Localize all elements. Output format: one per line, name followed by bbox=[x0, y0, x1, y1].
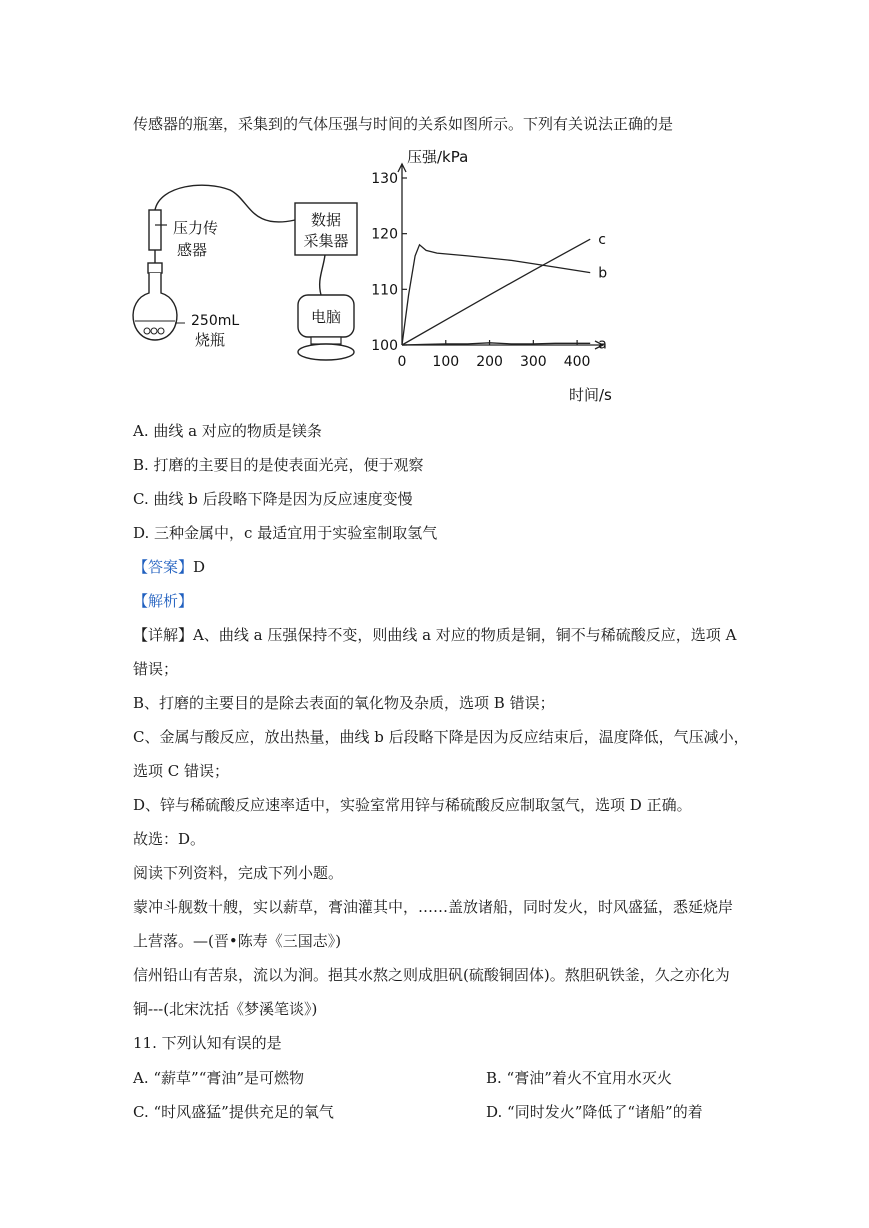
series-c-label: c bbox=[598, 232, 606, 249]
sensor-cable bbox=[155, 185, 295, 222]
detail-label: 【详解】 bbox=[133, 626, 194, 644]
reading-passage-2a: 信州铅山有苦泉，流以为涧。挹其水熬之则成胆矾(硫酸铜固体)。熬胆矾铁釜，久之亦化为 bbox=[133, 966, 730, 984]
analysis-label-text: 【解析】 bbox=[133, 592, 194, 610]
sensor-label-2: 感器 bbox=[177, 241, 208, 259]
collector-label-1: 数据 bbox=[310, 211, 342, 229]
option-d: D. 三种金属中，c 最适宜用于实验室制取氢气 bbox=[133, 524, 438, 542]
question-11-option-d: D. “同时发火”降低了“诸船”的着 bbox=[486, 1103, 703, 1121]
x-tick-label: 100 bbox=[432, 354, 460, 370]
option-a: A. 曲线 a 对应的物质是镁条 bbox=[133, 422, 322, 440]
pressure-sensor-icon bbox=[149, 210, 161, 250]
y-tick-label: 100 bbox=[371, 338, 398, 354]
stopper-icon bbox=[148, 263, 162, 273]
question-11-option-b: B. “膏油”着火不宜用水灭火 bbox=[486, 1069, 672, 1087]
flask-label-1: 250mL bbox=[191, 313, 240, 329]
detail-conclusion: 故选：D。 bbox=[133, 830, 206, 848]
detail-text-1: A、曲线 a 压强保持不变，则曲线 a 对应的物质是铜，铜不与稀硫酸反应，选项 A bbox=[193, 626, 737, 644]
option-c: C. 曲线 b 后段略下降是因为反应速度变慢 bbox=[133, 490, 413, 508]
x-tick-label: 400 bbox=[563, 354, 591, 370]
detail-line-3: C、金属与酸反应，放出热量，曲线 b 后段略下降是因为反应结束后，温度降低，气压减小， bbox=[133, 728, 749, 746]
detail-line-1 bbox=[133, 625, 736, 645]
y-tick-label: 130 bbox=[371, 171, 398, 187]
pressure-time-chart bbox=[365, 140, 625, 405]
detail-line-4: D、锌与稀硫酸反应速率适中，实验室常用锌与稀硫酸反应制取氢气，选项 D 正确。 bbox=[133, 796, 692, 814]
series-c-line bbox=[402, 239, 590, 345]
answer-value: D bbox=[193, 558, 206, 576]
sensor-label-1: 压力传 bbox=[173, 219, 219, 237]
answer-line bbox=[133, 557, 205, 577]
series-b-line bbox=[402, 245, 590, 345]
y-tick-label: 120 bbox=[371, 226, 398, 243]
reading-passage-1a: 蒙冲斗舰数十艘，实以薪草，膏油灌其中，……盖放诸船，同时发火，时风盛猛，悉延烧岸 bbox=[133, 898, 734, 916]
detail-line-1b: 错误； bbox=[133, 660, 179, 678]
x-axis-label: 时间/s bbox=[569, 386, 612, 404]
option-b: B. 打磨的主要目的是使表面光亮，便于观察 bbox=[133, 456, 424, 474]
question-11-stem: 11. 下列认知有误的是 bbox=[133, 1034, 282, 1052]
y-axis-label: 压强/kPa bbox=[407, 148, 469, 166]
question-11-option-c: C. “时风盛猛”提供充足的氧气 bbox=[133, 1103, 334, 1121]
computer-cable bbox=[320, 255, 325, 295]
reading-passage-2b: 铜---(北宋沈括《梦溪笔谈》) bbox=[133, 1000, 318, 1018]
flask-icon bbox=[133, 273, 177, 340]
question-11-option-a: A. “薪草”“膏油”是可燃物 bbox=[133, 1069, 305, 1087]
flask-label-2: 烧瓶 bbox=[195, 331, 226, 349]
collector-label-2: 采集器 bbox=[303, 232, 349, 250]
apparatus-diagram bbox=[125, 175, 375, 375]
answer-label: 【答案】 bbox=[133, 558, 194, 576]
reading-passage-1b: 上营落。—(晋•陈寿《三国志》) bbox=[133, 932, 342, 950]
series-b-label: b bbox=[598, 265, 608, 282]
x-tick-label: 200 bbox=[476, 354, 503, 370]
question-intro: 传感器的瓶塞，采集到的气体压强与时间的关系如图所示。下列有关说法正确的是 bbox=[133, 115, 674, 133]
analysis-label bbox=[133, 591, 193, 611]
detail-line-3b: 选项 C 错误； bbox=[133, 762, 230, 780]
y-tick-label: 110 bbox=[371, 282, 398, 299]
x-tick-label: 300 bbox=[519, 354, 547, 370]
detail-line-2: B、打磨的主要目的是除去表面的氧化物及杂质，选项 B 错误； bbox=[133, 694, 555, 712]
series-a-label: a bbox=[598, 336, 607, 353]
x-tick-label: 0 bbox=[397, 354, 407, 370]
reading-prompt: 阅读下列资料，完成下列小题。 bbox=[133, 864, 344, 882]
computer-label: 电脑 bbox=[310, 308, 342, 326]
